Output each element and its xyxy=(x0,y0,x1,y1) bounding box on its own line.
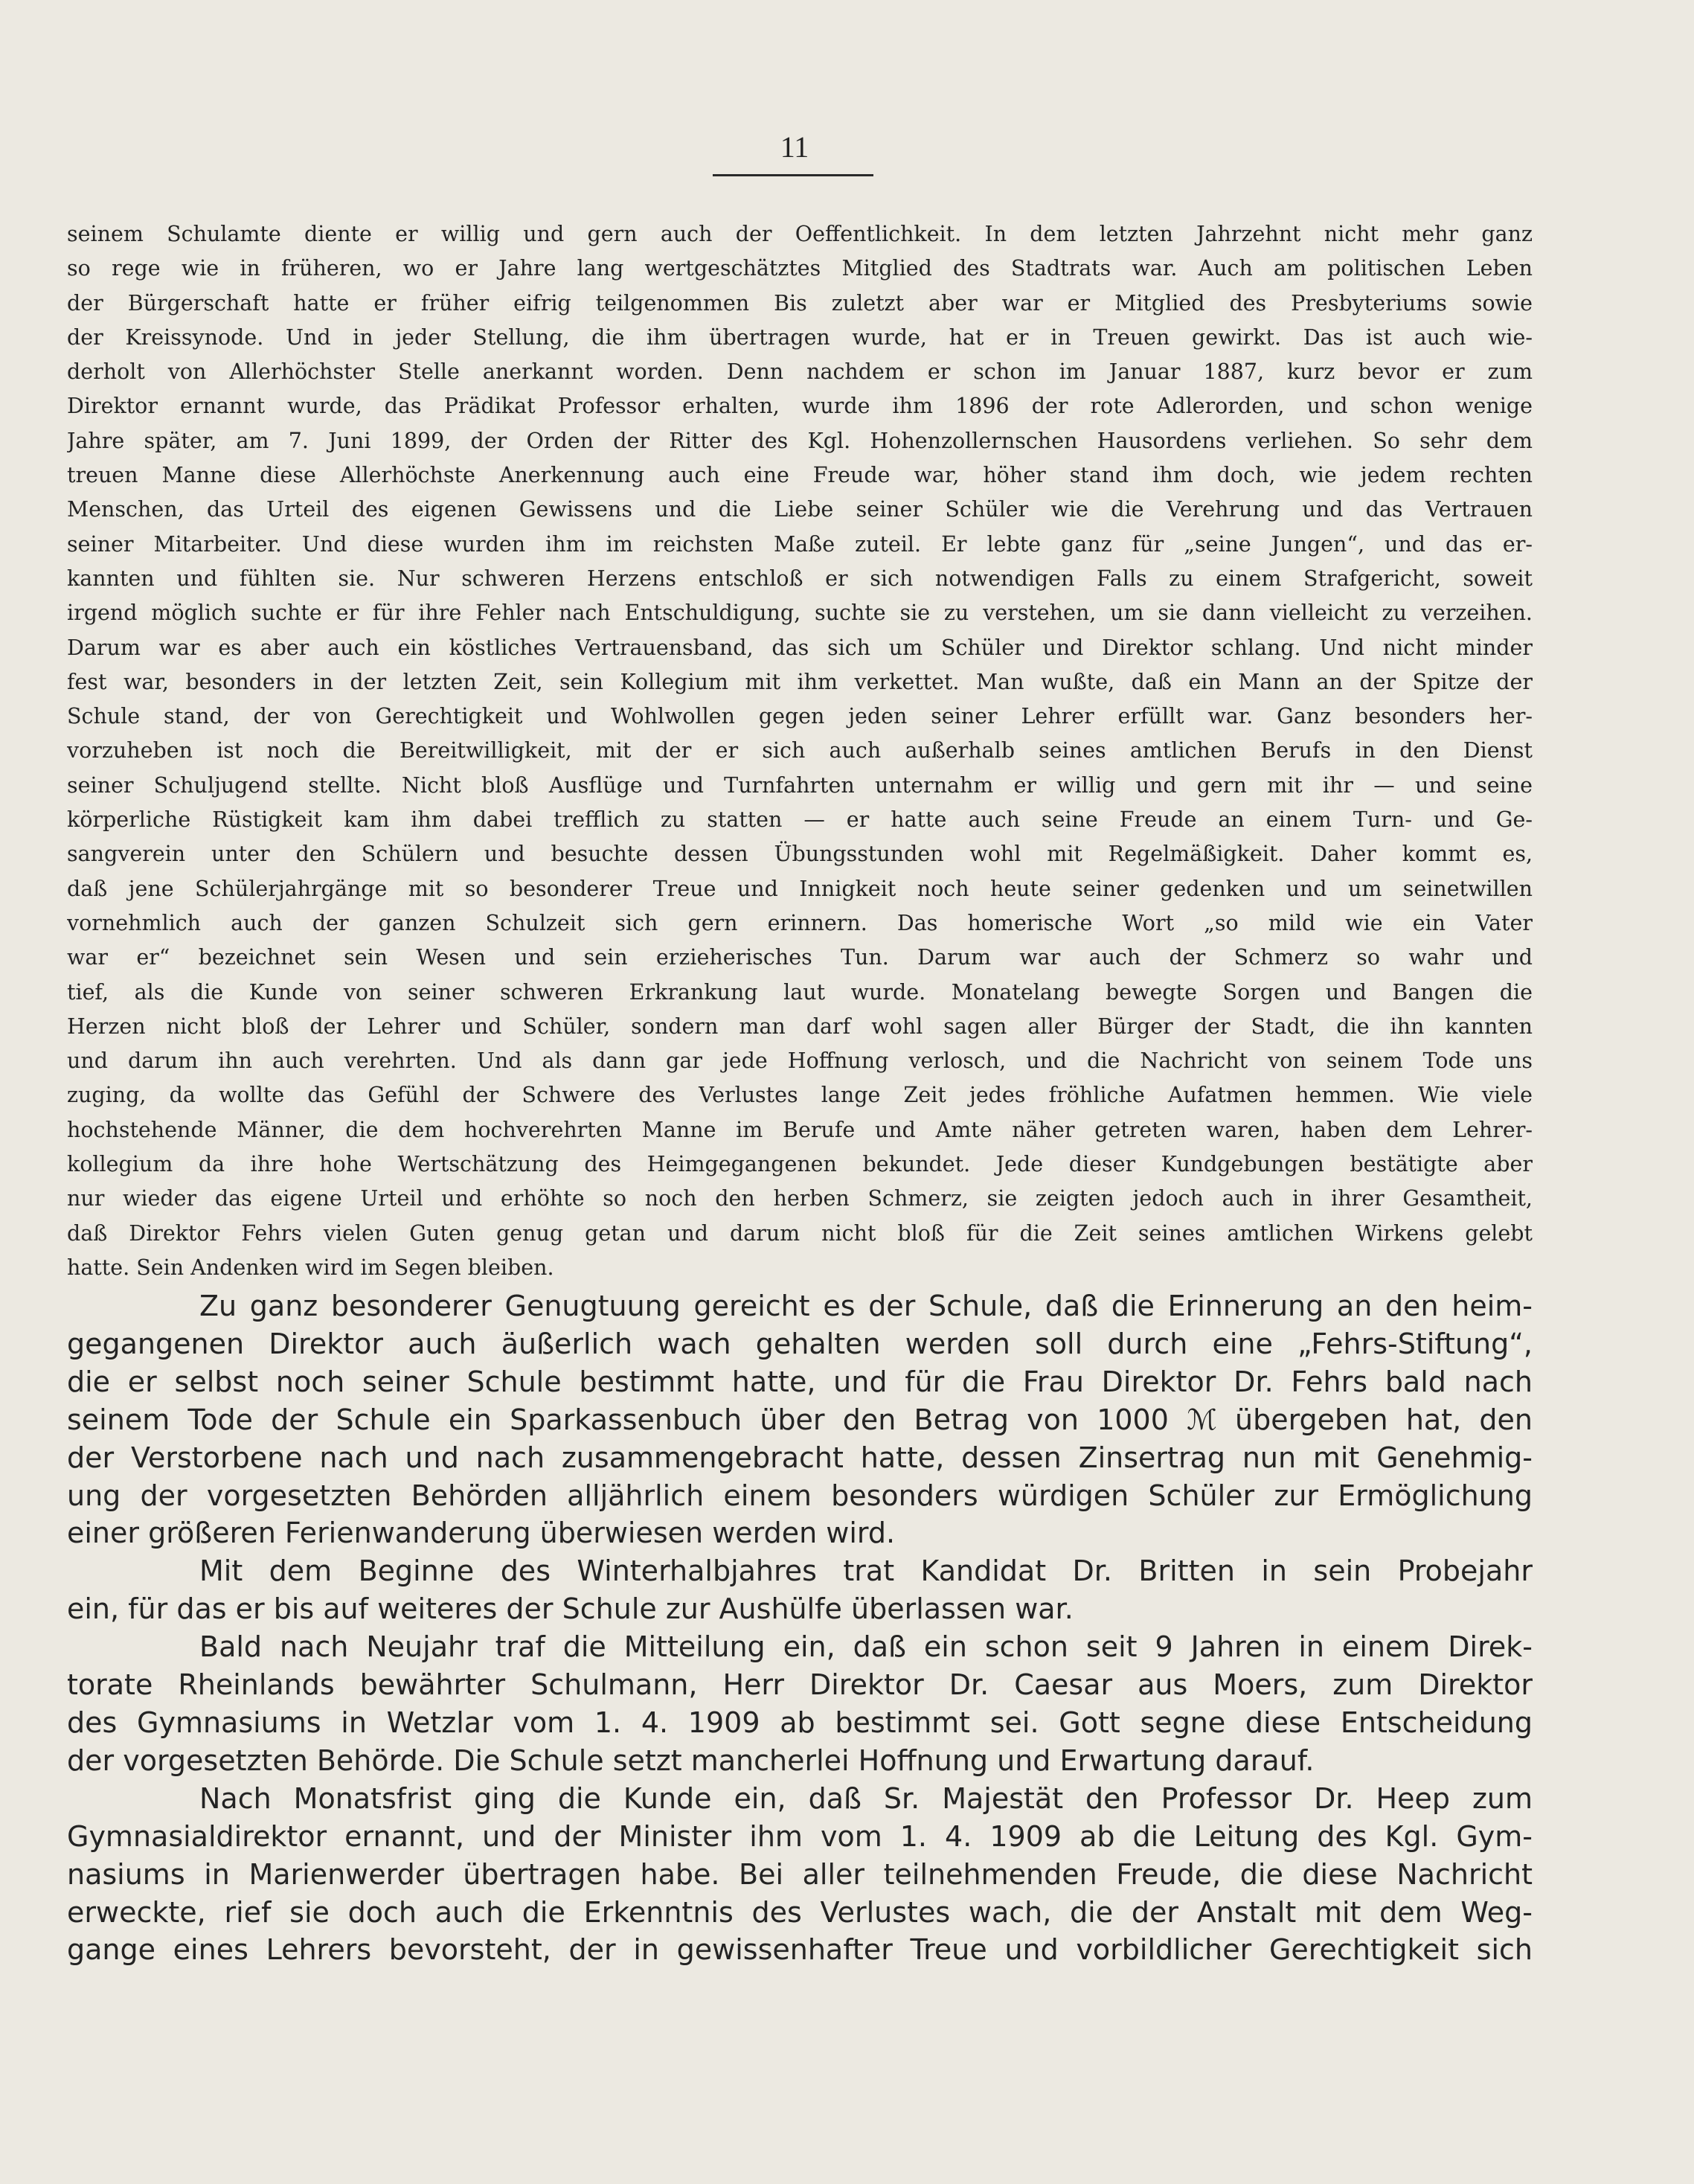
text-line: gange eines Lehrers bevorsteht, der in gewissenhafter Treue und vorbildlicher Gerechtigkeit sich xyxy=(67,1933,1533,1967)
text-line: hatte. Sein Andenken wird im Segen bleiben. xyxy=(67,1255,554,1280)
text-line: hochstehende Männer, die dem hochverehrten Manne im Berufe und Amte näher getreten waren, haben dem Lehrer- xyxy=(67,1117,1533,1142)
text-line: daß Direktor Fehrs vielen Guten genug getan und darum nicht bloß für die Zeit seines amtlichen Wirkens gelebt xyxy=(67,1220,1533,1246)
text-line: die er selbst noch seiner Schule bestimmt hatte, und für die Frau Direktor Dr. Fehrs bald nach xyxy=(67,1365,1533,1398)
text-line: Herzen nicht bloß der Lehrer und Schüler, sondern man darf wohl sagen aller Bürger der Stadt, die ihn kannten xyxy=(67,1013,1533,1039)
text-line: nur wieder das eigene Urteil und erhöhte so noch den herben Schmerz, sie zeigten jedoch auch in ihrer Gesamtheit, xyxy=(67,1186,1533,1211)
text-line: Direktor ernannt wurde, das Prädikat Professor erhalten, wurde ihm 1896 der rote Adlerorden, und schon wenige xyxy=(67,394,1533,419)
text-line: kannten und fühlten sie. Nur schweren Herzens entschloß er sich notwendigen Falls zu einem Strafgericht, soweit xyxy=(67,566,1533,591)
text-line: treuen Manne diese Allerhöchste Anerkennung auch eine Freude war, höher stand ihm doch, wie jedem rechten xyxy=(67,463,1533,488)
text-line: Zu ganz besonderer Genugtuung gereicht es der Schule, daß die Erinnerung an den heim- xyxy=(199,1290,1533,1322)
text-line: torate Rheinlands bewährter Schulmann, Herr Direktor Dr. Caesar aus Moers, zum Direktor xyxy=(67,1668,1533,1702)
text-line: daß jene Schülerjahrgänge mit so besonderer Treue und Innigkeit noch heute seiner gedenken und um seinetwillen xyxy=(67,876,1533,901)
text-line: seinem Tode der Schule ein Sparkassenbuch über den Betrag von 1000 ℳ übergeben hat, den xyxy=(67,1403,1533,1436)
text-line: so rege wie in früheren, wo er Jahre lang wertgeschätztes Mitglied des Stadtrats war. Auch am politischen Leben xyxy=(67,256,1533,281)
text-line: tief, als die Kunde von seiner schweren Erkrankung laut wurde. Monatelang bewegte Sorgen und Bangen die xyxy=(67,979,1533,1005)
text-line: der Verstorbene nach und nach zusammengebracht hatte, dessen Zinsertrag nun mit Genehmig- xyxy=(67,1441,1533,1474)
text-line: seiner Mitarbeiter. Und diese wurden ihm im reichsten Maße zuteil. Er lebte ganz für „seine Jungen“, und das er- xyxy=(67,531,1533,557)
text-line: gegangenen Direktor auch äußerlich wach gehalten werden soll durch eine „Fehrs-Stiftung“, xyxy=(67,1327,1533,1360)
text-line: seiner Schuljugend stellte. Nicht bloß Ausflüge und Turnfahrten unternahm er willig und gern mit ihr — und seine xyxy=(67,772,1533,798)
text-line: der vorgesetzten Behörde. Die Schule setzt mancherlei Hoffnung und Erwartung darauf. xyxy=(67,1743,1315,1777)
text-line: Mit dem Beginne des Winterhalbjahres trat Kandidat Dr. Britten in sein Probejahr xyxy=(199,1554,1533,1588)
text-line: fest war, besonders in der letzten Zeit, sein Kollegium mit ihm verkettet. Man wußte, daß ein Mann an der Spitze der xyxy=(67,669,1533,694)
page-number: 11 xyxy=(780,130,809,164)
page-number-rule xyxy=(713,174,873,176)
chronicle-paragraphs xyxy=(67,1287,1533,1969)
text-line: vornehmlich auch der ganzen Schulzeit sich gern erinnern. Das homerische Wort „so mild wie ein Vater xyxy=(67,910,1533,935)
text-line: irgend möglich suchte er für ihre Fehler nach Entschuldigung, suchte sie zu verstehen, um sie dann vielleicht zu verzeihen. xyxy=(67,601,1533,626)
text-line: Gymnasialdirektor ernannt, und der Minister ihm vom 1. 4. 1909 ab die Leitung des Kgl. Gym- xyxy=(67,1819,1533,1853)
text-line: Nach Monatsfrist ging die Kunde ein, daß Sr. Majestät den Professor Dr. Heep zum xyxy=(199,1781,1533,1815)
text-line: des Gymnasiums in Wetzlar vom 1. 4. 1909 ab bestimmt sei. Gott segne diese Entscheidung xyxy=(67,1706,1533,1739)
text-line: der Kreissynode. Und in jeder Stellung, die ihm übertragen wurde, hat er in Treuen gewirkt. Das ist auch wie- xyxy=(67,324,1533,350)
text-line: nasiums in Marienwerder übertragen habe. Bei aller teilnehmenden Freude, die diese Nachricht xyxy=(67,1857,1533,1891)
text-line: körperliche Rüstigkeit kam ihm dabei trefflich zu statten — er hatte auch seine Freude an einem Turn- und Ge- xyxy=(67,807,1533,833)
text-line: und darum ihn auch verehrten. Und als dann gar jede Hoffnung verlosch, und die Nachricht von seinem Tode uns xyxy=(67,1048,1533,1074)
text-line: war er“ bezeichnet sein Wesen und sein erzieherisches Tun. Darum war auch der Schmerz so wahr und xyxy=(67,945,1533,970)
text-line: einer größeren Ferienwanderung überwiesen werden wird. xyxy=(67,1517,896,1550)
text-line: Jahre später, am 7. Juni 1899, der Orden der Ritter des Kgl. Hohenzollernschen Hausordens verliehen. So sehr dem xyxy=(67,428,1533,453)
text-line: derholt von Allerhöchster Stelle anerkannt worden. Denn nachdem er schon im Januar 1887, kurz bevor er zum xyxy=(67,359,1533,385)
obituary-paragraph xyxy=(67,217,1533,1285)
text-line: vorzuheben ist noch die Bereitwilligkeit, mit der er sich auch außerhalb seines amtlichen Berufs in den Dienst xyxy=(67,738,1533,763)
text-line: ein, für das er bis auf weiteres der Schule zur Aushülfe überlassen war. xyxy=(67,1592,1074,1626)
text-line: seinem Schulamte diente er willig und gern auch der Oeffentlichkeit. In dem letzten Jahrzehnt nicht mehr ganz xyxy=(67,222,1533,246)
text-line: sangverein unter den Schülern und besuchte dessen Übungsstunden wohl mit Regelmäßigkeit. Daher kommt es, xyxy=(67,842,1533,867)
text-line: Bald nach Neujahr traf die Mitteilung ein, daß ein schon seit 9 Jahren in einem Direk- xyxy=(199,1630,1533,1664)
text-line: erweckte, rief sie doch auch die Erkenntnis des Verlustes wach, die der Anstalt mit dem Weg- xyxy=(67,1895,1533,1929)
text-line: Menschen, das Urteil des eigenen Gewissens und die Liebe seiner Schüler wie die Verehrung und das Vertrauen xyxy=(67,497,1533,522)
text-line: der Bürgerschaft hatte er früher eifrig teilgenommen Bis zuletzt aber war er Mitglied des Presbyteriums sowie xyxy=(67,290,1533,316)
text-line: Schule stand, der von Gerechtigkeit und Wohlwollen gegen jeden seiner Lehrer erfüllt war. Ganz besonders her- xyxy=(67,704,1533,729)
text-line: kollegium da ihre hohe Wertschätzung des Heimgegangenen bekundet. Jede dieser Kundgebungen bestätigte aber xyxy=(67,1152,1533,1177)
text-line: zuging, da wollte das Gefühl der Schwere des Verlustes lange Zeit jedes fröhliche Aufatmen hemmen. Wie viele xyxy=(67,1083,1533,1108)
text-line: Darum war es aber auch ein köstliches Vertrauensband, das sich um Schüler und Direktor schlang. Und nicht minder xyxy=(67,635,1533,660)
text-line: ung der vorgesetzten Behörden alljährlich einem besonders würdigen Schüler zur Ermöglichung xyxy=(67,1479,1533,1512)
